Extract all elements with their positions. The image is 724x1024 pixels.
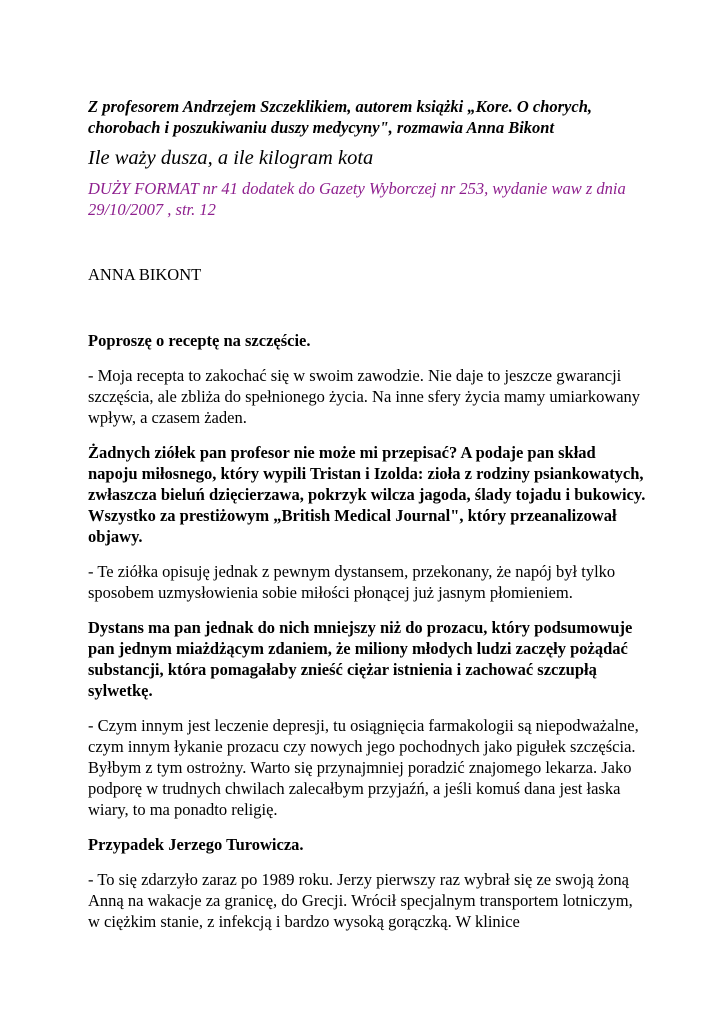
- interview-answer: - To się zdarzyło zaraz po 1989 roku. Jerzy pierwszy raz wybrał się ze swoją żoną Anną na wakacje za granicę, do Grecji. Wrócił specjalnym transportem lotniczym, w ciężkim stanie, z infekcją i bardzo wysoką gorączką. W klinice: [88, 870, 633, 931]
- document-page: [88, 96, 648, 932]
- article-source: DUŻY FORMAT nr 41 dodatek do Gazety Wyborczej nr 253, wydanie waw z dnia 29/10/2007 , str. 12: [88, 179, 626, 219]
- interview-question: Żadnych ziółek pan profesor nie może mi przepisać? A podaje pan skład napoju miłosnego, który wypili Tristan i Izolda: zioła z rodziny psiankowatych, zwłaszcza bieluń dzięcierzawa, pokrzyk wilcza jagoda, ślady tojadu i bukowicy. Wszystko za prestiżowym „British Medical Journal", który przeanalizował objawy.: [88, 443, 646, 546]
- interview-question: Dystans ma pan jednak do nich mniejszy niż do prozacu, który podsumowuje pan jednym miażdżącym zdaniem, że miliony młodych ludzi zaczęły pożądać substancji, która pomagałaby znieść ciężar istnienia i zachować szczupłą sylwetkę.: [88, 618, 633, 700]
- article-title: Ile waży dusza, a ile kilogram kota: [88, 147, 374, 169]
- interview-question: Poproszę o receptę na szczęście.: [88, 331, 311, 350]
- article-author: ANNA BIKONT: [88, 265, 202, 284]
- interview-answer: - Te ziółka opisuję jednak z pewnym dystansem, przekonany, że napój był tylko sposobem uzmysłowienia sobie miłości płonącej już jasnym płomieniem.: [88, 562, 616, 602]
- article-intro: Z profesorem Andrzejem Szczeklikiem, autorem książki „Kore. O chorych, chorobach i poszukiwaniu duszy medycyny", rozmawia Anna Bikont: [88, 97, 593, 137]
- interview-question: Przypadek Jerzego Turowicza.: [88, 835, 304, 854]
- interview-answer: - Moja recepta to zakochać się w swoim zawodzie. Nie daje to jeszcze gwarancji szczęścia, ale zbliża do spełnionego życia. Na inne sfery życia mamy umiarkowany wpływ, a czasem żaden.: [88, 366, 641, 427]
- interview-answer: - Czym innym jest leczenie depresji, tu osiągnięcia farmakologii są niepodważalne, czym innym łykanie prozacu czy nowych jego pochodnych jako pigułek szczęścia. Byłbym z tym ostrożny. Warto się przynajmniej poradzić znajomego lekarza. Jako podporę w trudnych chwilach zalecałbym przyjaźń, a jeśli komuś dana jest łaska wiary, to ma ponadto religię.: [88, 716, 639, 819]
